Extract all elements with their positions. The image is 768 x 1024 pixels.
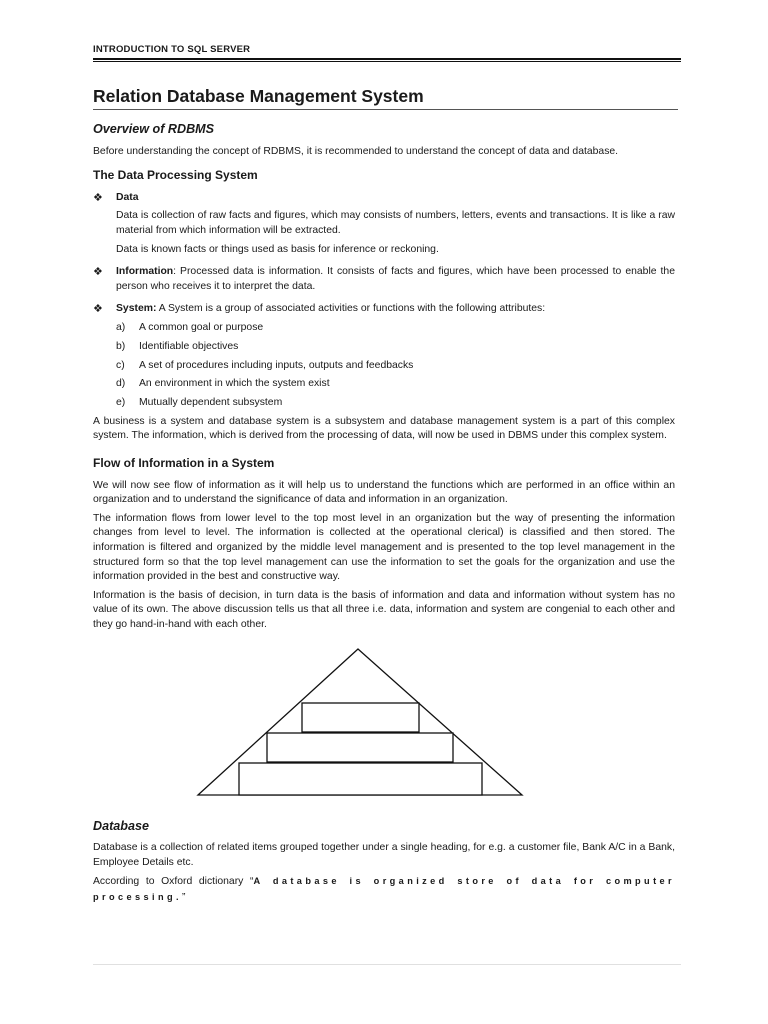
bullet-system (93, 302, 675, 317)
running-header: INTRODUCTION TO SQL SERVER (93, 44, 251, 55)
bullet-information (93, 265, 675, 294)
system-text: A System is a group of associated activities or functions with the following attributes: (156, 303, 546, 315)
overview-heading: Overview of RDBMS (93, 122, 215, 136)
data-text-2: Data is known facts or things used as basis for inference or reckoning. (116, 243, 439, 255)
diamond-bullet-icon: ❖ (93, 191, 103, 204)
document-body (93, 122, 675, 910)
title-rule (93, 109, 678, 110)
overview-text: Before understanding the concept of RDBMS, it is recommended to understand the concept of data and database. (93, 145, 619, 157)
pyramid-level-bottom (239, 763, 482, 795)
document-page (93, 0, 681, 1024)
list-item: a) A common goal or purpose (116, 321, 264, 333)
data-label: Data (116, 191, 139, 203)
header-rule-thin (93, 61, 681, 62)
pyramid-level-middle (267, 733, 453, 762)
diamond-bullet-icon: ❖ (93, 303, 103, 316)
database-paragraph-2: According to Oxford dictionary “A database is organized store of data for computer processing.” (93, 876, 676, 903)
page-title: Relation Database Management System (93, 86, 424, 106)
information-label: Information (116, 266, 174, 278)
oxford-quote: A database is organized store of data for computer processing. (93, 876, 676, 902)
system-attributes-list (93, 321, 675, 411)
flow-paragraph-2: The information flows from lower level to the top most level in an organization but the way of presenting the information changes from level to level. The information is collected at the operational clerical) is classified and then stored. The information is filtered and organized by the middle level management and is presented to the top level management in the structured form so that the top level management can use the information to set the goals for the organization and use the information provided in the best and constructive way. (93, 512, 675, 583)
database-paragraph-1: Database is a collection of related items grouped together under a single heading, for e.g. a customer file, Bank A/C in a Bank, Employee Details etc. (93, 842, 675, 868)
database-heading: Database (93, 818, 150, 833)
header-rule (93, 58, 681, 60)
information-text: : Processed data is information. It consists of facts and figures, which have been processed to enable the person who receives it to interpret the data. (116, 266, 675, 292)
bullet-data (93, 191, 675, 257)
system-label: System: (116, 303, 157, 315)
flow-paragraph-3: Information is the basis of decision, in turn data is the basis of information and data and information without system has no value of its own. The above discussion tells us that all three i.e. data, information and system are congenial to each other and they go hand-in-hand with each other. (93, 589, 675, 630)
diamond-bullet-icon: ❖ (93, 266, 103, 279)
list-item: e) Mutually dependent subsystem (116, 397, 283, 409)
list-item: d) An environment in which the system exist (116, 378, 330, 390)
flow-paragraph-1: We will now see flow of information as it will help us to understand the functions which are performed in an office within an organization and to understand the significance of data and information in an organization. (93, 479, 675, 506)
list-item: c) A set of procedures including inputs, outputs and feedbacks (116, 359, 414, 371)
flow-heading: Flow of Information in a System (93, 456, 275, 471)
footer-rule (93, 964, 681, 965)
processing-closing: A business is a system and database system is a subsystem and database management system is a part of this complex system. The information, which is derived from the processing of data, will now be used in DBMS under this complex system. (93, 415, 675, 442)
pyramid-level-top (302, 703, 419, 732)
list-item: b) Identifiable objectives (116, 340, 239, 352)
information-pyramid-diagram (93, 647, 675, 807)
processing-heading: The Data Processing System (93, 168, 258, 183)
data-text-1: Data is collection of raw facts and figures, which may consists of numbers, letters, events and transactions. It is like a raw material from which information will be extracted. (116, 210, 675, 236)
